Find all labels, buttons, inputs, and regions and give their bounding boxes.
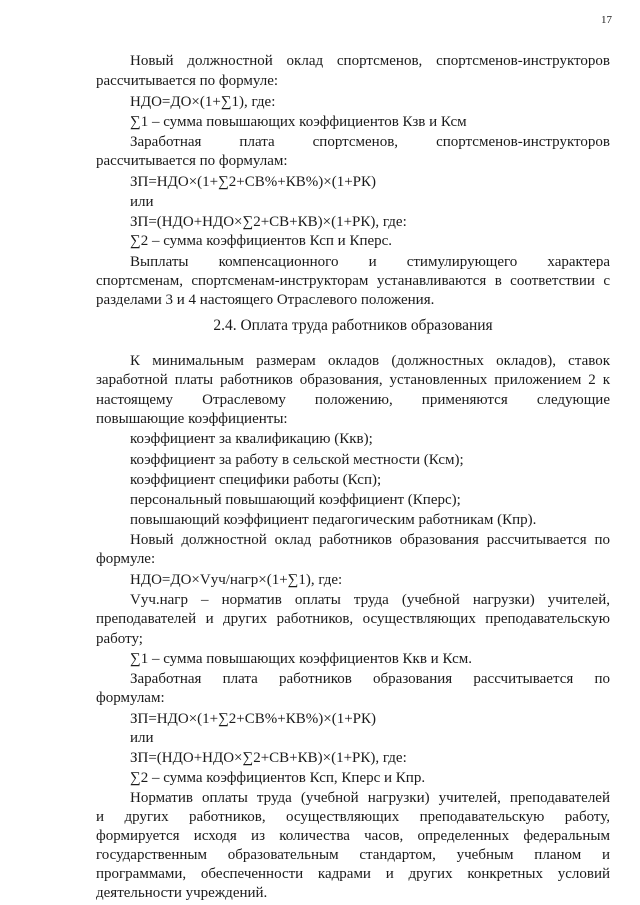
text-line: Vуч.нагр – норматив оплаты труда (учебной нагрузки) учителей,	[130, 592, 610, 608]
text-line: Выплаты компенсационного и стимулирующего характера	[130, 254, 610, 270]
list-item: коэффициент специфики работы (Ксп);	[130, 472, 382, 488]
text-line: рассчитывается по формуле:	[96, 73, 279, 89]
text-line: спортсменам, спортсменам-инструкторам устанавливаются в соответствии с	[96, 273, 610, 289]
text-line: или	[130, 730, 154, 746]
section-heading: 2.4. Оплата труда работников образования	[213, 317, 493, 334]
text-line: Новый должностной оклад спортсменов, спортсменов-инструкторов	[130, 53, 610, 69]
text-line: деятельности учреждений.	[96, 885, 268, 901]
formula: ЗП=НДО×(1+∑2+СВ%+КВ%)×(1+РК)	[130, 174, 376, 190]
text-line: государственным образовательным стандартом, учебным планом и	[96, 847, 610, 863]
list-item: коэффициент за работу в сельской местности (Ксм);	[130, 452, 464, 468]
text-line: формуле:	[96, 551, 156, 567]
text-line: или	[130, 194, 154, 210]
text-line: формируется исходя из количества часов, определенных федеральным	[96, 828, 610, 844]
text-line: разделами 3 и 4 настоящего Отраслевого положения.	[96, 292, 435, 308]
text-line: заработной платы работников образования, установленных приложением 2 к	[96, 372, 610, 388]
list-item: персональный повышающий коэффициент (Кперс);	[130, 492, 461, 508]
text-line: Заработная плата работников образования рассчитывается по	[130, 671, 610, 687]
text-line: преподавателей и других работников, осуществляющих преподавательскую	[96, 611, 610, 627]
text-line: повышающие коэффициенты:	[96, 411, 288, 427]
text-line: рассчитывается по формулам:	[96, 153, 288, 169]
text-line: К минимальным размерам окладов (должностных окладов), ставок	[130, 353, 610, 369]
text-line: и других работников, осуществляющих преподавательскую работу,	[96, 809, 610, 825]
formula: НДО=ДО×(1+∑1), где:	[130, 94, 276, 110]
formula: НДО=ДО×Vуч/нагр×(1+∑1), где:	[130, 572, 343, 588]
list-item: коэффициент за квалификацию (Ккв);	[130, 431, 373, 447]
text-line: Новый должностной оклад работников образования рассчитывается по	[130, 532, 610, 548]
formula: ЗП=НДО×(1+∑2+СВ%+КВ%)×(1+РК)	[130, 711, 376, 727]
page-number: 17	[601, 14, 612, 26]
text-line: формулам:	[96, 690, 165, 706]
text-line: программами, обеспеченности кадрами и других конкретных условий	[96, 866, 610, 882]
text-line: ∑2 – сумма коэффициентов Ксп, Кперс и Кпр.	[130, 770, 426, 786]
formula: ЗП=(НДО+НДО×∑2+СВ+КВ)×(1+РК), где:	[130, 214, 407, 230]
text-line: Заработная плата спортсменов, спортсменов-инструкторов	[130, 134, 610, 150]
text-line: ∑2 – сумма коэффициентов Ксп и Кперс.	[130, 233, 393, 249]
text-line: Норматив оплаты труда (учебной нагрузки) учителей, преподавателей	[130, 790, 610, 806]
text-line: ∑1 – сумма повышающих коэффициентов Ккв и Ксм.	[130, 651, 472, 667]
text-line: работу;	[96, 631, 143, 647]
text-line: ∑1 – сумма повышающих коэффициентов Кзв и Ксм	[130, 114, 467, 130]
list-item: повышающий коэффициент педагогическим работникам (Кпр).	[130, 512, 537, 528]
text-line: настоящему Отраслевому положению, применяются следующие	[96, 392, 610, 408]
formula: ЗП=(НДО+НДО×∑2+СВ+КВ)×(1+РК), где:	[130, 750, 407, 766]
